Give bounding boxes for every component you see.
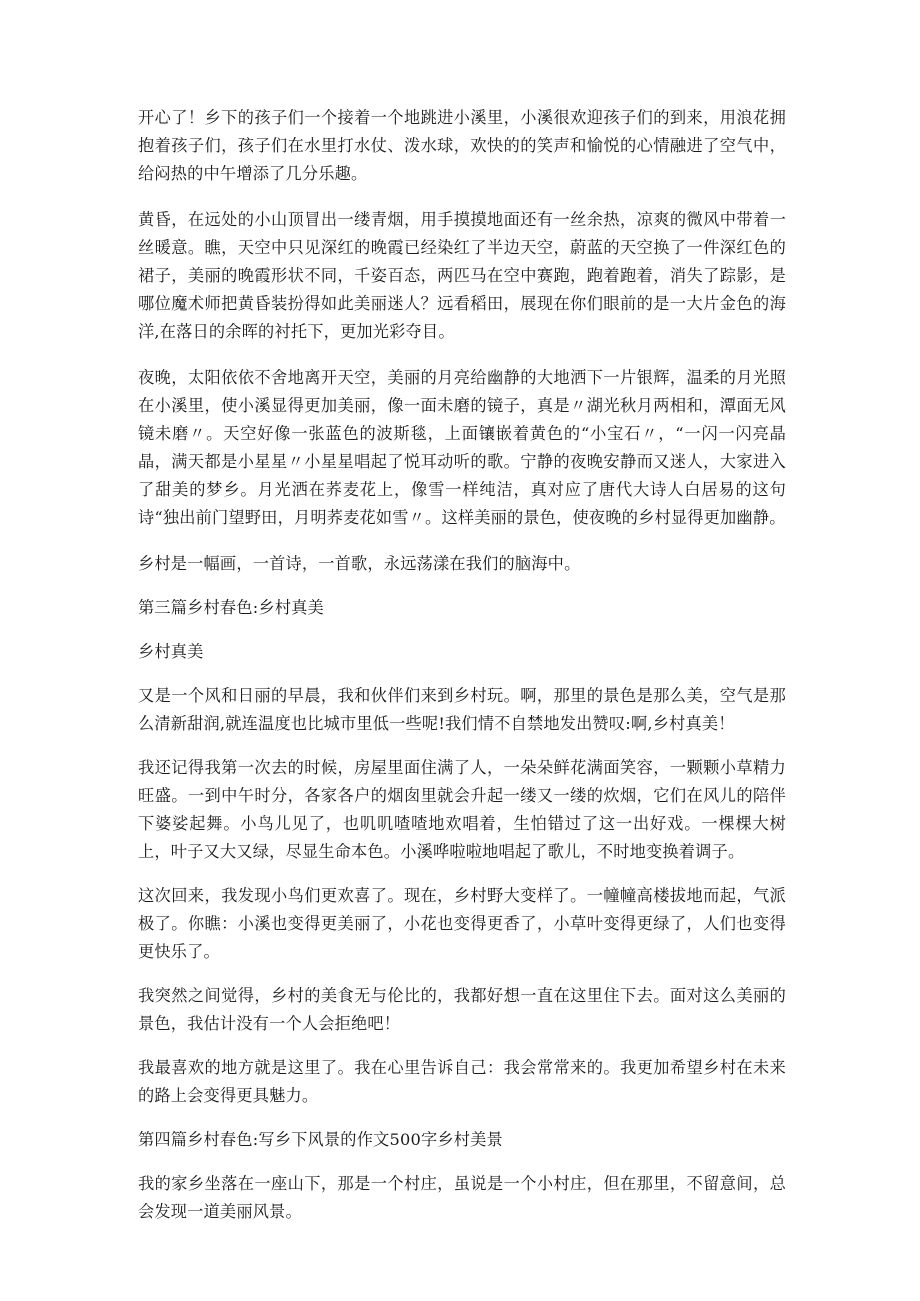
paragraph-dusk: 黄昏，在远处的小山顶冒出一缕青烟，用手摸摸地面还有一丝余热，凉爽的微风中带着一丝暖意。瞧，天空中只见深红的晚霞已经染红了半边天空，蔚蓝的天空换了一件深红色的裙子，美丽的晚霞形状不同，千姿百态，两匹马在空中赛跑，跑着跑着，消失了踪影，是哪位魔术师把黄昏装扮得如此美丽迷人？远看稻田，展现在你们眼前的是一大片金色的海洋,在落日的余晖的衬托下，更加光彩夺目。: [138, 210, 786, 341]
paragraph-morning: 又是一个风和日丽的早晨，我和伙伴们来到乡村玩。啊，那里的景色是那么美，空气是那么清新甜润,就连温度也比城市里低一些呢!我们情不自禁地发出赞叹:啊,乡村真美！: [138, 686, 786, 733]
paragraph-return: 这次回来，我发现小鸟们更欢喜了。现在，乡村野大变样了。一幢幢高楼拔地而起，气派极了。你瞧：小溪也变得更美丽了，小花也变得更香了，小草叶变得更绿了，人们也变得更快乐了。: [138, 886, 786, 961]
paragraph-favorite: 我最喜欢的地方就是这里了。我在心里告诉自己：我会常常来的。我更加希望乡村在未来的路上会变得更具魅力。: [138, 1058, 786, 1105]
section-heading-third: 第三篇乡村春色:乡村真美: [138, 598, 324, 617]
paragraph-feeling: 我突然之间觉得，乡村的美食无与伦比的，我都好想一直在这里住下去。面对这么美丽的景色，我估计没有一个人会拒绝吧！: [138, 986, 786, 1033]
paragraph-night: 夜晚，太阳依依不舍地离开天空，美丽的月亮给幽静的大地洒下一片银辉，温柔的月光照在小溪里，使小溪显得更加美丽，像一面未磨的镜子，真是〃湖光秋月两相和，潭面无风镜未磨〃。天空好像一张蓝色的波斯毯，上面镶嵌着黄色的“小宝石〃，“一闪一闪亮晶晶，满天都是小星星〃小星星唱起了悦耳动听的歌。宁静的夜晚安静而又迷人，大家进入了甜美的梦乡。月光洒在荞麦花上，像雪一样纯洁，真对应了唐代大诗人白居易的这句诗“独出前门望野田，月明荞麦花如雪〃。这样美丽的景色，使夜晚的乡村显得更加幽静。: [138, 368, 786, 527]
paragraph-first-visit: 我还记得我第一次去的时候，房屋里面住满了人，一朵朵鲜花满面笑容，一颗颗小草精力旺盛。一到中午时分，各家各户的烟囱里就会升起一缕又一缕的炊烟，它们在风儿的陪伴下婆娑起舞。小鸟儿见了，也叽叽喳喳地欢唱着，生怕错过了这一出好戏。一棵棵大树上，叶子又大又绿，尽显生命本色。小溪哗啦啦地唱起了歌儿，不时地变换着调子。: [138, 758, 786, 861]
essay-title: 乡村真美: [138, 642, 204, 661]
paragraph-conclusion: 乡村是一幅画，一首诗，一首歌，永远荡漾在我们的脑海中。: [138, 554, 581, 573]
document-body: [138, 104, 786, 1226]
paragraph-noon-stream: 开心了！乡下的孩子们一个接着一个地跳进小溪里，小溪很欢迎孩子们的到来，用浪花拥抱着孩子们，孩子们在水里打水仗、泼水球，欢快的的笑声和愉悦的心情融进了空气中，给闷热的中午增添了几分乐趣。: [138, 108, 786, 183]
paragraph-hometown: 我的家乡坐落在一座山下，那是一个村庄，虽说是一个小村庄，但在那里，不留意间，总会发现一道美丽风景。: [138, 1174, 786, 1221]
section-heading-fourth: 第四篇乡村春色:写乡下风景的作文500字乡村美景: [138, 1130, 503, 1149]
